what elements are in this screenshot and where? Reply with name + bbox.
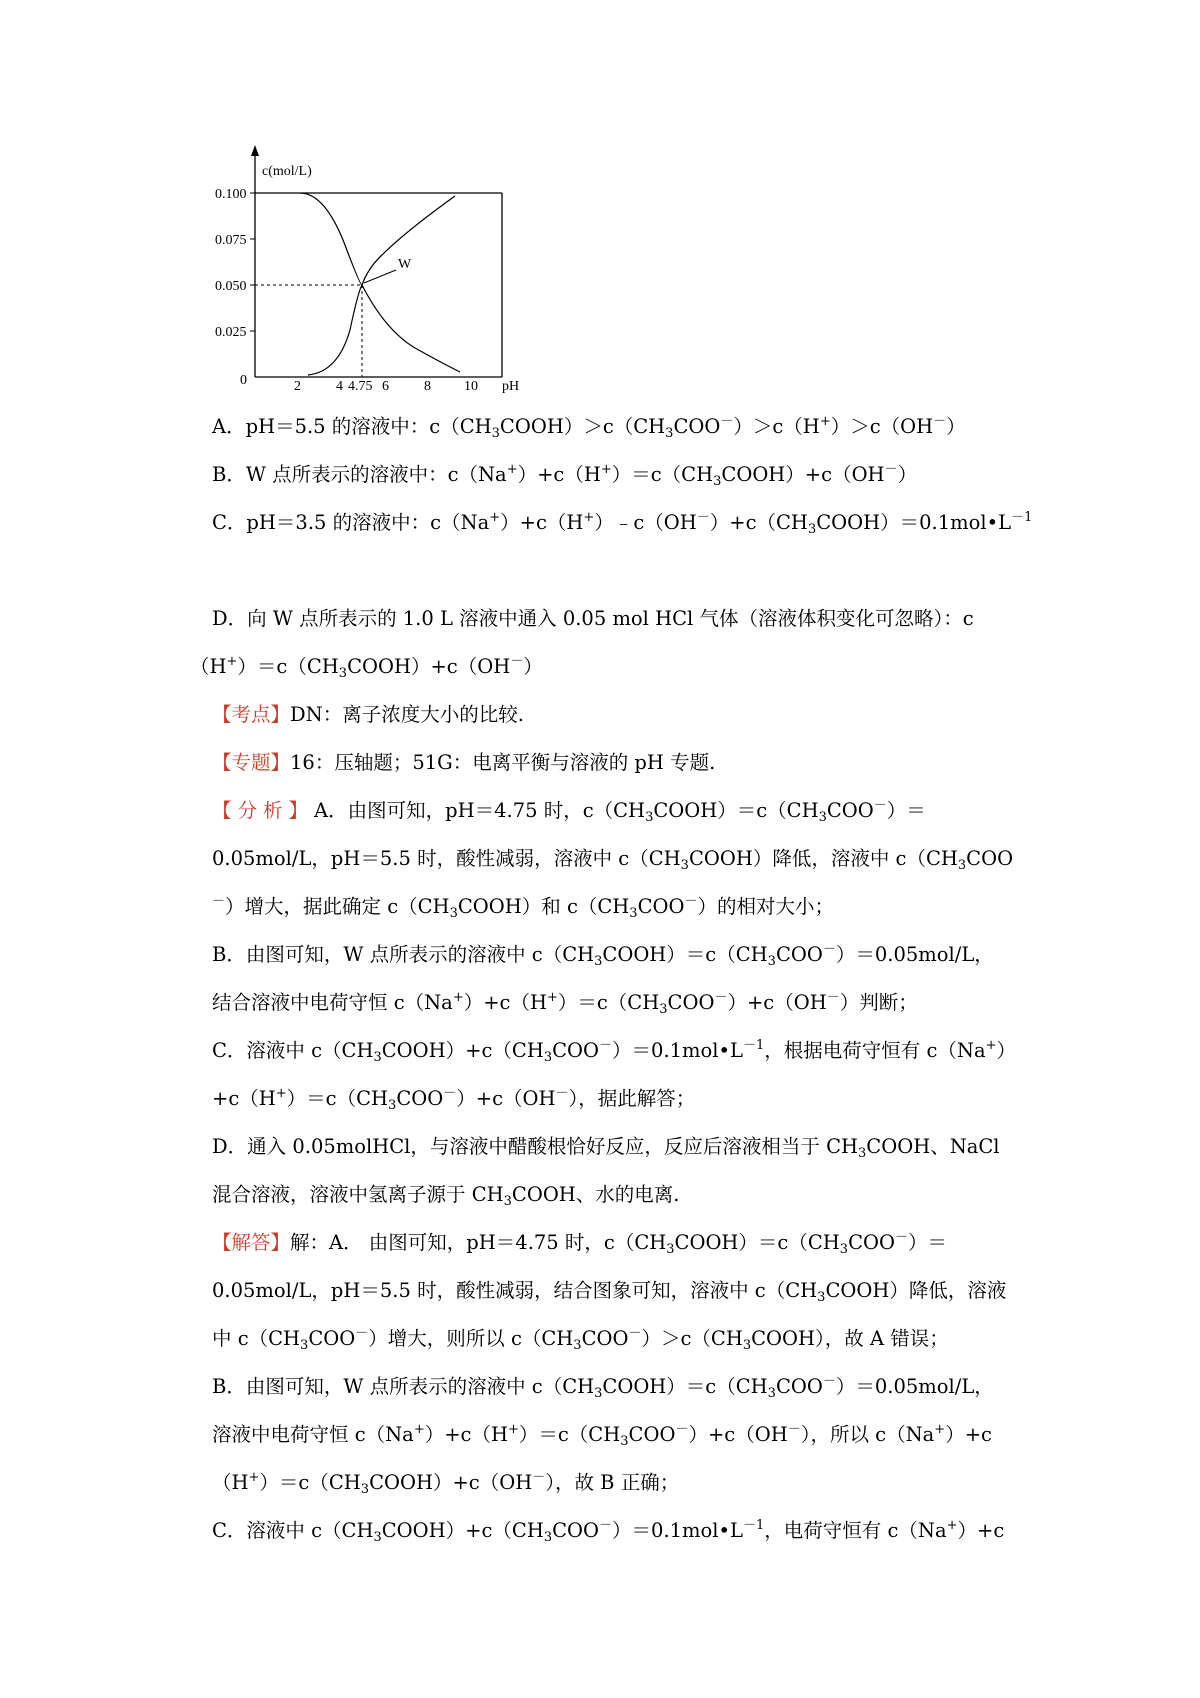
- fenxi-line-3: [212, 894, 834, 920]
- text-segment: ）＝0.05mol/L，: [835, 1375, 994, 1398]
- superscript: －1: [1011, 510, 1033, 525]
- text-segment: ）﹣c（OH: [594, 511, 697, 534]
- superscript: +: [946, 1518, 958, 1533]
- text-segment: ）＝c（CH: [557, 991, 660, 1014]
- text-segment: ）+c（OH: [688, 1423, 788, 1446]
- superscript: －1: [742, 1518, 765, 1533]
- subscript: 3: [594, 1386, 603, 1401]
- subscript: 3: [573, 1338, 582, 1353]
- text-segment: ）判断；: [839, 991, 918, 1014]
- superscript: －: [355, 1326, 369, 1341]
- text-segment: ）+c: [945, 1423, 992, 1446]
- option-d-line1: D．向 W 点所表示的 1.0 L 溶液中通入 0.05 mol HCl 气体（溶液体积变化可忽略）：c: [212, 607, 974, 630]
- y-axis-label: c(mol/L): [262, 164, 312, 179]
- text-segment: ，根据电荷守恒有 c（Na: [764, 1039, 986, 1062]
- superscript: +: [275, 1086, 287, 1101]
- text-segment: ）＝c（CH: [611, 463, 714, 486]
- superscript: －1: [742, 1038, 765, 1053]
- text-segment: COOH）+c（OH: [721, 463, 885, 486]
- subscript: 3: [665, 426, 674, 441]
- text-segment: ），据此解答；: [568, 1087, 696, 1110]
- fenxi-tag: 【分析】: [212, 799, 315, 822]
- text-segment: B．由图可知，W 点所表示的溶液中 c（CH: [212, 1375, 595, 1398]
- superscript: －: [532, 1470, 546, 1485]
- text-segment: ）+c（H: [424, 1423, 508, 1446]
- text-segment: ）: [523, 655, 543, 678]
- subscript: 3: [373, 1050, 382, 1065]
- subscript: 3: [666, 1242, 675, 1257]
- subscript: 3: [767, 954, 776, 969]
- jieda-line-7: [212, 1518, 1004, 1544]
- text-segment: ）+c（CH: [709, 511, 808, 534]
- text-segment: ）+c（OH: [456, 1087, 556, 1110]
- text-segment: COOH、水的电离.: [511, 1183, 680, 1206]
- text-segment: COOH）＝0.1mol•L: [816, 511, 1012, 534]
- x-tick-label: 4.75: [348, 379, 373, 394]
- x-axis-label: pH: [502, 379, 520, 394]
- text-segment: COO: [667, 991, 715, 1014]
- text-segment: ）增大，则所以 c（CH: [368, 1327, 574, 1350]
- subscript: 3: [742, 1338, 752, 1353]
- superscript: －: [884, 462, 898, 477]
- text-segment: ）+c（OH: [727, 991, 827, 1014]
- text-segment: COOH）+c（OH: [369, 1471, 533, 1494]
- superscript: +: [506, 462, 518, 477]
- superscript: +: [507, 1422, 519, 1437]
- subscript: 3: [629, 906, 638, 921]
- text-segment: ）＝0.1mol•L: [612, 1039, 743, 1062]
- y-tick-label: 0: [240, 373, 247, 388]
- superscript: －: [599, 1038, 613, 1053]
- jieda-line-6: [212, 1470, 679, 1496]
- superscript: +: [413, 1422, 425, 1437]
- w-label: W: [398, 257, 412, 272]
- text-segment: （H: [212, 1471, 249, 1494]
- superscript: －: [555, 1086, 569, 1101]
- superscript: +: [985, 1038, 997, 1053]
- subscript: 3: [713, 474, 722, 489]
- superscript: －: [510, 654, 524, 669]
- subscript: 3: [388, 1098, 397, 1113]
- subscript: 3: [620, 1434, 629, 1449]
- text-segment: COOH），故 A 错误；: [751, 1327, 949, 1350]
- text-segment: ）＝c（CH: [518, 1423, 621, 1446]
- x-tick-label: 6: [382, 379, 389, 394]
- text-segment: COOH、NaCl: [866, 1135, 1000, 1158]
- jieda-line-3: [212, 1326, 949, 1352]
- superscript: +: [248, 1470, 260, 1485]
- text-segment: ）＝c（CH: [237, 655, 339, 678]
- fenxi-line-5: [212, 990, 918, 1016]
- text-segment: ）+c（H: [500, 511, 584, 534]
- text-segment: ）的相对大小；: [697, 895, 835, 918]
- text-segment: ，电荷守恒有 c（Na: [764, 1519, 947, 1542]
- jieda-line-4: [212, 1374, 994, 1400]
- superscript: －: [675, 1422, 689, 1437]
- fenxi-line-4: [212, 942, 994, 968]
- text-segment: COO: [673, 415, 721, 438]
- superscript: +: [819, 414, 831, 429]
- text-segment: COO: [552, 1039, 600, 1062]
- subscript: 3: [818, 810, 827, 825]
- text-segment: （H: [190, 655, 227, 678]
- option-c: [212, 510, 1032, 536]
- subscript: 3: [503, 1194, 512, 1209]
- superscript: －: [787, 1422, 801, 1437]
- fenxi-text: [314, 798, 926, 825]
- subscript: 3: [659, 1002, 668, 1017]
- text-segment: COOH）＝c（CH: [653, 799, 819, 822]
- text-segment: COOH）和 c（CH: [457, 895, 630, 918]
- text-segment: ）＝0.05mol/L，: [835, 943, 994, 966]
- y-tick-label: 0.100: [215, 187, 247, 202]
- zhuanti-text: 16：压轴题；51G：电离平衡与溶液的 pH 专题.: [290, 751, 716, 774]
- text-segment: 溶液中电荷守恒 c（Na: [212, 1423, 414, 1446]
- text-segment: ）+c（H: [463, 991, 547, 1014]
- text-segment: COO: [637, 895, 685, 918]
- x-tick-label: 10: [464, 379, 478, 394]
- option-a: [212, 414, 966, 440]
- text-segment: B．W 点所表示的溶液中：c（Na: [212, 463, 507, 486]
- text-segment: COO: [308, 1327, 356, 1350]
- superscript: +: [226, 654, 238, 669]
- text-segment: COOH）+c（CH: [381, 1039, 544, 1062]
- text-segment: COOH）降低，溶液: [825, 1279, 1007, 1302]
- y-tick-label: 0.050: [215, 279, 247, 294]
- acetic-acid-curve: [300, 193, 460, 372]
- text-segment: ）: [996, 1039, 1016, 1062]
- acetate-curve: [308, 196, 455, 375]
- superscript: －: [894, 1230, 908, 1245]
- text-segment: COO: [628, 1423, 676, 1446]
- text-segment: ）＝: [886, 799, 926, 822]
- fenxi-line-7: [212, 1086, 695, 1112]
- x-tick-label: 2: [294, 379, 301, 394]
- superscript: +: [600, 462, 612, 477]
- superscript: －: [628, 1326, 642, 1341]
- text-segment: ）增大，据此确定 c（CH: [225, 895, 450, 918]
- text-segment: 结合溶液中电荷守恒 c（Na: [212, 991, 453, 1014]
- superscript: －: [822, 1374, 836, 1389]
- text-segment: COO: [552, 1519, 600, 1542]
- text-segment: B．由图可知，W 点所表示的溶液中 c（CH: [212, 943, 595, 966]
- text-segment: C．pH＝3.5 的溶液中：c（Na: [212, 511, 490, 534]
- superscript: －: [684, 894, 698, 909]
- text-segment: ）+c（H: [517, 463, 601, 486]
- fenxi-line-2: [212, 846, 1013, 872]
- superscript: －: [826, 990, 840, 1005]
- text-segment: ）＞c（H: [733, 415, 820, 438]
- subscript: 3: [594, 954, 603, 969]
- fenxi-line-8: [212, 1134, 1000, 1160]
- kaodian-line: [212, 702, 524, 728]
- superscript: －: [720, 414, 734, 429]
- concentration-ph-figure: [0, 0, 1200, 400]
- subscript: 3: [300, 1338, 309, 1353]
- superscript: +: [452, 990, 464, 1005]
- text-segment: 解：A． 由图可知，pH＝4.75 时，c（CH: [290, 1231, 667, 1254]
- subscript: 3: [491, 426, 500, 441]
- text-segment: COOH）＝c（CH: [602, 943, 768, 966]
- text-segment: 中 c（CH: [212, 1327, 301, 1350]
- zhuanti-tag: 【专题】: [212, 751, 291, 774]
- text-segment: ）: [946, 415, 966, 438]
- subscript: 3: [360, 1482, 370, 1497]
- text-segment: A．由图可知，pH＝4.75 时，c（CH: [314, 799, 646, 822]
- subscript: 3: [645, 810, 654, 825]
- subscript: 3: [858, 1146, 867, 1161]
- subscript: 3: [449, 906, 458, 921]
- text-segment: C．溶液中 c（CH: [212, 1039, 374, 1062]
- text-segment: COOH）+c（OH: [347, 655, 511, 678]
- text-segment: ），所以 c（Na: [800, 1423, 935, 1446]
- subscript: 3: [680, 858, 689, 873]
- text-segment: COO: [826, 799, 874, 822]
- superscript: －: [599, 1518, 613, 1533]
- superscript: +: [489, 510, 501, 525]
- subscript: 3: [957, 858, 967, 873]
- jieda-line-2: [212, 1278, 1006, 1304]
- fenxi-line-1: [212, 798, 926, 824]
- text-segment: 0.05mol/L，pH＝5.5 时，酸性减弱，溶液中 c（CH: [212, 847, 681, 870]
- option-b: [212, 462, 917, 488]
- superscript: －: [822, 942, 836, 957]
- text-segment: COO: [966, 847, 1014, 870]
- text-segment: ）＞c（CH: [641, 1327, 743, 1350]
- text-segment: COO: [775, 943, 823, 966]
- subscript: 3: [817, 1290, 826, 1305]
- superscript: －: [212, 894, 226, 909]
- fenxi-line-6: [212, 1038, 1016, 1064]
- zhuanti-line: [212, 750, 715, 776]
- kaodian-text: DN：离子浓度大小的比较.: [290, 703, 524, 726]
- option-d-line2: [190, 654, 543, 680]
- jieda-text: [290, 1230, 947, 1257]
- text-segment: D．通入 0.05molHCl，与溶液中醋酸根恰好反应，反应后溶液相当于 CH: [212, 1135, 859, 1158]
- superscript: +: [583, 510, 595, 525]
- text-segment: COO: [775, 1375, 823, 1398]
- superscript: +: [546, 990, 558, 1005]
- text-segment: ）＝0.1mol•L: [612, 1519, 743, 1542]
- x-tick-label: 8: [424, 379, 431, 394]
- superscript: －: [696, 510, 710, 525]
- subscript: 3: [338, 666, 348, 681]
- text-segment: COOH）＞c（CH: [499, 415, 666, 438]
- jieda-tag: 【解答】: [212, 1231, 291, 1254]
- text-segment: ）: [897, 463, 918, 486]
- text-segment: COOH）+c（CH: [381, 1519, 544, 1542]
- text-segment: 0.05mol/L，pH＝5.5 时，酸性减弱，结合图象可知，溶液中 c（CH: [212, 1279, 818, 1302]
- subscript: 3: [543, 1050, 553, 1065]
- text-segment: ）＝c（CH: [286, 1087, 389, 1110]
- text-segment: ）＝: [907, 1231, 947, 1254]
- subscript: 3: [373, 1530, 382, 1545]
- jieda-line-5: [212, 1422, 992, 1448]
- text-segment: ）+c: [957, 1519, 1005, 1542]
- subscript: 3: [543, 1530, 553, 1545]
- text-segment: COOH）降低，溶液中 c（CH: [688, 847, 958, 870]
- text-segment: A．pH＝5.5 的溶液中：c（CH: [212, 415, 492, 438]
- text-segment: COO: [396, 1087, 444, 1110]
- text-segment: COO: [581, 1327, 629, 1350]
- superscript: +: [934, 1422, 946, 1437]
- text-segment: ）＝c（CH: [259, 1471, 361, 1494]
- subscript: 3: [807, 522, 817, 537]
- superscript: －: [714, 990, 728, 1005]
- text-segment: ），故 B 正确；: [545, 1471, 680, 1494]
- superscript: －: [933, 414, 947, 429]
- text-segment: COOH）＝c（CH: [674, 1231, 840, 1254]
- superscript: －: [443, 1086, 457, 1101]
- y-tick-label: 0.025: [215, 325, 247, 340]
- subscript: 3: [767, 1386, 776, 1401]
- text-segment: C．溶液中 c（CH: [212, 1519, 374, 1542]
- kaodian-tag: 【考点】: [212, 703, 291, 726]
- superscript: －: [873, 798, 887, 813]
- text-segment: +c（H: [212, 1087, 276, 1110]
- y-axis-arrow: [251, 145, 259, 156]
- text-segment: COO: [848, 1231, 895, 1254]
- y-tick-label: 0.075: [215, 233, 247, 248]
- subscript: 3: [839, 1242, 849, 1257]
- x-tick-label: 4: [336, 379, 343, 394]
- text-segment: ）＞c（OH: [830, 415, 934, 438]
- fenxi-line-9: [212, 1182, 680, 1208]
- text-segment: COOH）＝c（CH: [602, 1375, 768, 1398]
- text-segment: 混合溶液，溶液中氢离子源于 CH: [212, 1183, 504, 1206]
- jieda-line-1: [212, 1230, 947, 1256]
